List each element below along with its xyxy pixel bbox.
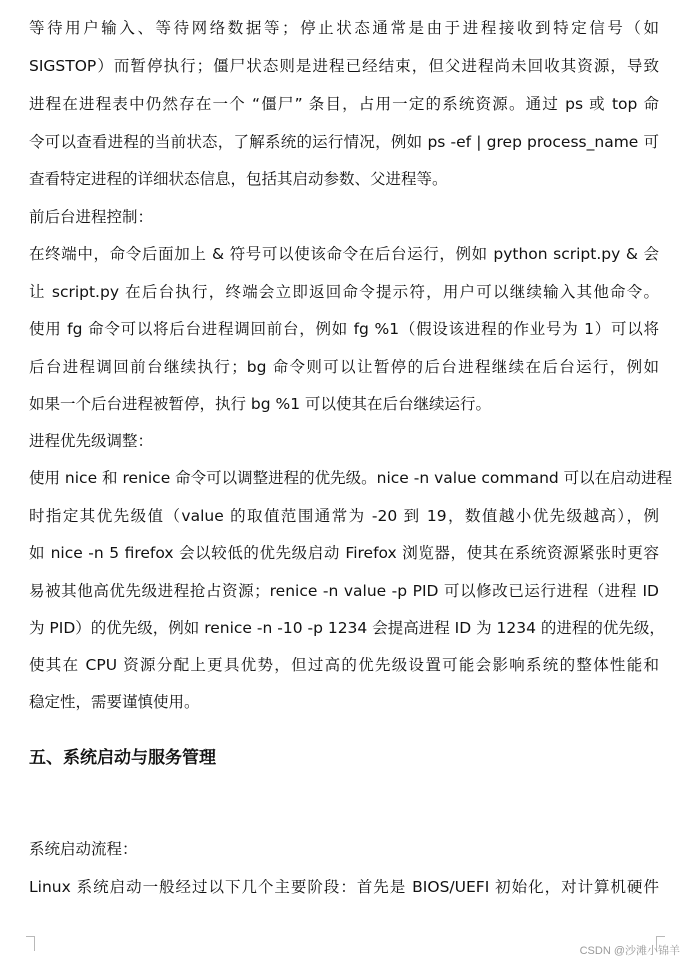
page-corner-mark [26,936,35,951]
text-line: 如果一个后台进程被暂停，执行 bg %1 可以使其在后台继续运行。 [29,395,492,413]
text-line: 稳定性，需要谨慎使用。 [29,693,200,711]
text-line: Linux 系统启动一般经过以下几个主要阶段：首先是 BIOS/UEFI 初始化，对计算机硬件 [29,878,659,896]
text-line: 使用 nice 和 renice 命令可以调整进程的优先级。nice -n value command 可以在启动进程 [29,469,673,487]
text-line: 查看特定进程的详细状态信息，包括其启动参数、父进程等。 [29,170,448,188]
text-line: 易被其他高优先级进程抢占资源；renice -n value -p PID 可以修改已运行进程（进程 ID [29,582,659,600]
text-line: 使其在 CPU 资源分配上更具优势，但过高的优先级设置可能会影响系统的整体性能和 [29,656,659,674]
text-line: 等待用户输入、等待网络数据等；停止状态通常是由于进程接收到特定信号（如 [29,19,659,37]
text-line: 为 PID）的优先级，例如 renice -n -10 -p 1234 会提高进程 ID 为 1234 的进程的优先级， [29,619,665,637]
text-line: 进程在进程表中仍然存在一个 “僵尸” 条目，占用一定的系统资源。通过 ps 或 top 命 [29,95,659,113]
text-line: 后台进程调回前台继续执行；bg 命令则可以让暂停的后台进程继续在后台运行，例如 [29,358,659,376]
section-title-priority: 进程优先级调整： [29,432,154,450]
text-line: SIGSTOP）而暂停执行；僵尸状态则是进程已经结束，但父进程尚未回收其资源，导致 [29,57,659,75]
section-title-boot: 系统启动流程： [29,840,138,858]
text-line: 时指定其优先级值（value 的取值范围通常为 -20 到 19，数值越小优先级越高），例 [29,507,659,525]
text-line: 如 nice -n 5 firefox 会以较低的优先级启动 Firefox 浏览器，使其在系统资源紧张时更容 [29,544,659,562]
text-line: 令可以查看进程的当前状态，了解系统的运行情况，例如 ps -ef | grep process_name 可 [29,133,659,151]
chapter-heading: 五、系统启动与服务管理 [29,748,216,768]
text-line: 使用 fg 命令可以将后台进程调回前台，例如 fg %1（假设该进程的作业号为 1）可以将 [29,320,659,338]
watermark: CSDN @沙滩小锦羊 [579,945,680,957]
section-title-fg-bg: 前后台进程控制： [29,208,154,226]
text-line: 在终端中，命令后面加上 & 符号可以使该命令在后台运行，例如 python script.py & 会 [29,245,659,263]
text-line: 让 script.py 在后台执行，终端会立即返回命令提示符，用户可以继续输入其他命令。 [29,283,659,301]
